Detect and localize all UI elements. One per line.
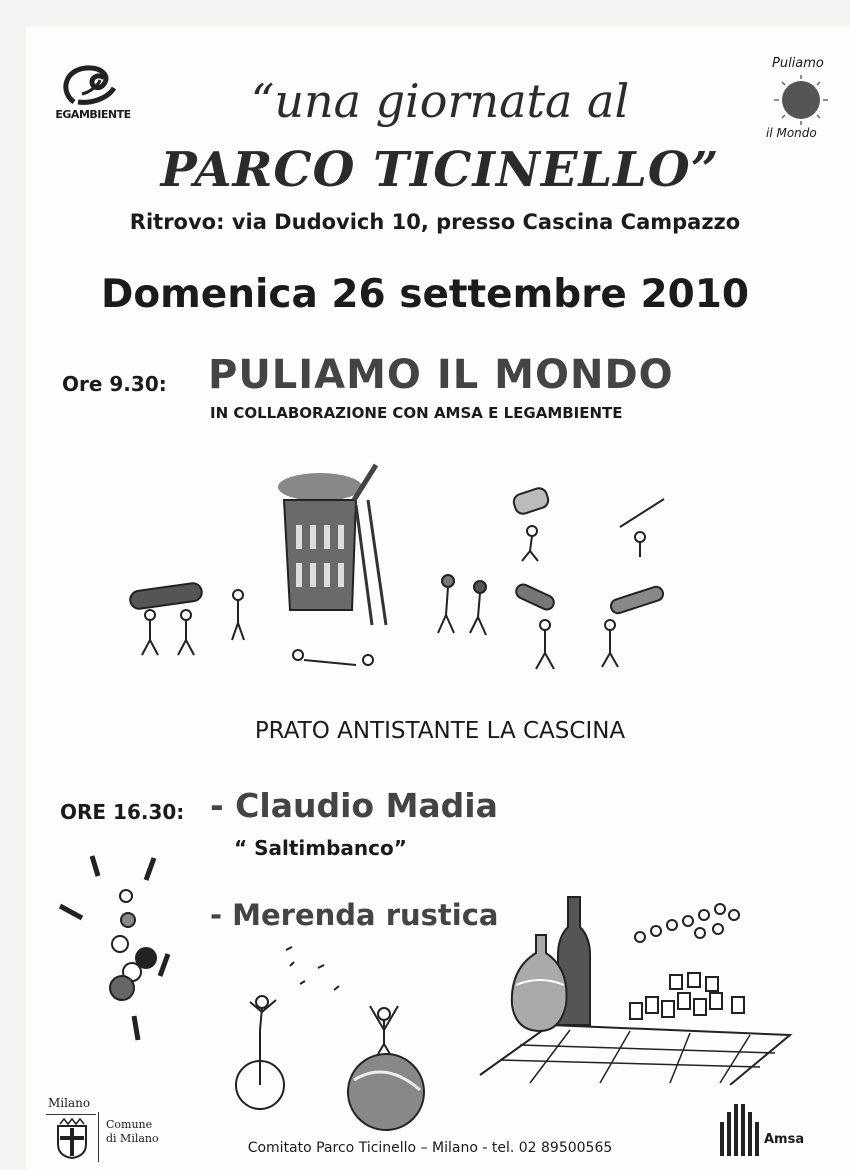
afternoon-performer: - Claudio Madia [210,786,498,825]
acrobat-illustration [230,940,450,1135]
di-milano-label: di Milano [106,1132,159,1145]
morning-activity-subtitle: IN COLLABORAZIONE CON AMSA E LEGAMBIENTE [210,404,623,422]
amsa-logo [718,1100,818,1160]
event-date: Domenica 26 settembre 2010 [100,272,749,317]
legambiente-logo [52,62,134,126]
milano-crest-icon [52,1118,92,1160]
cleanup-illustration [120,455,680,700]
globe-sun-icon [770,74,832,126]
amsa-bars-icon [718,1100,760,1160]
picnic-illustration [470,885,810,1085]
swan-icon [52,62,134,108]
puliamo-logo-top-text: Puliamo [772,56,824,71]
trash-bin-drawing [278,465,386,625]
amsa-label: Amsa [764,1132,805,1147]
meeting-point: Ritrovo: via Dudovich 10, presso Cascina Campazzo [129,210,741,234]
comune-label: Comune [106,1118,153,1131]
juggling-illustration [50,848,190,1058]
afternoon-snack: - Merenda rustica [210,898,499,932]
milano-logo-divider [98,1112,99,1162]
morning-time: Ore 9.30: [62,372,167,396]
afternoon-time: ORE 16.30: [60,800,185,824]
milano-label: Milano [48,1096,91,1110]
puliamo-logo-bottom-text: il Mondo [766,126,817,140]
title-line-1: “una giornata al [250,74,630,128]
morning-activity-title: PULIAMO IL MONDO [208,352,674,398]
afternoon-performer-subtitle: “ Saltimbanco” [234,836,407,860]
comune-di-milano-logo [46,1094,166,1164]
stick-figures-drawing [129,486,665,669]
legambiente-label: EGAMBIENTE [55,108,131,121]
puliamo-il-mondo-logo [764,52,838,148]
location-note: PRATO ANTISTANTE LA CASCINA [254,718,626,744]
milano-logo-rule [46,1114,96,1115]
footer-contact: Comitato Parco Ticinello – Milano - tel. 02 89500565 [247,1140,613,1156]
title-line-2: PARCO TICINELLO” [160,142,720,198]
